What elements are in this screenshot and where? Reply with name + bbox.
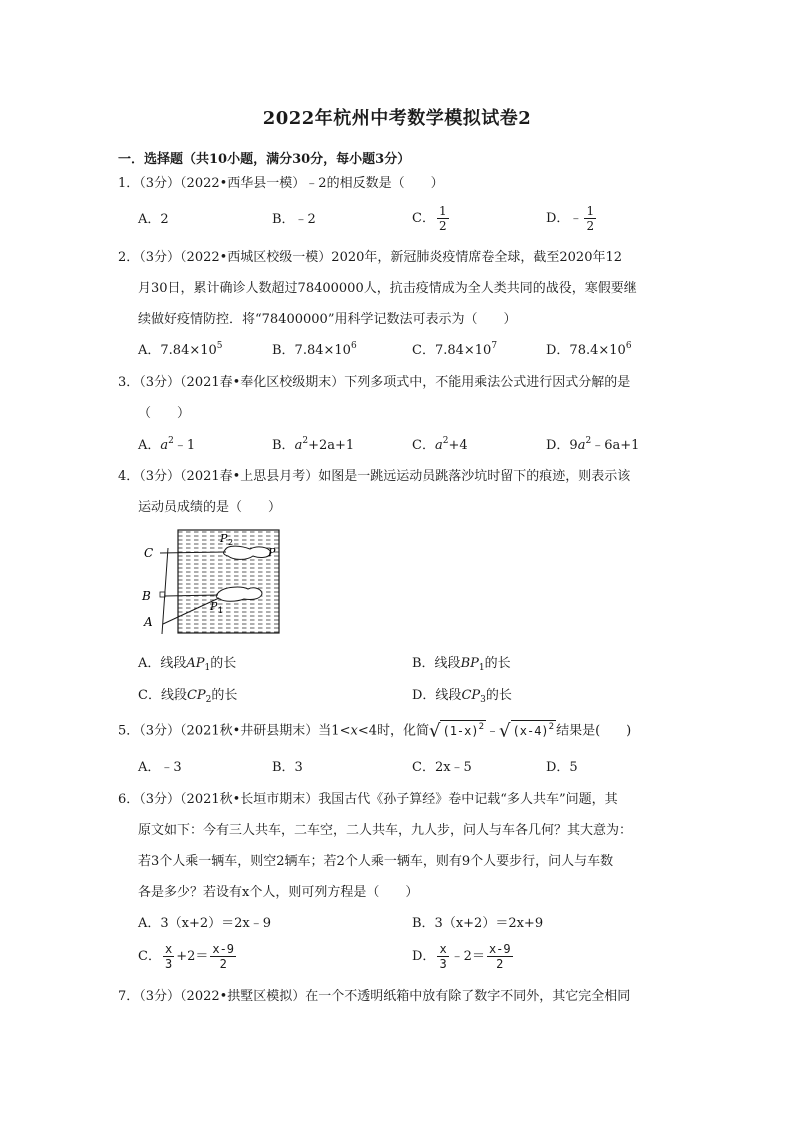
q1-c-fraction: $\frac{1}{2}$: [438, 204, 447, 233]
q6-line-1: 6．（3分）（2021秋•长垣市期末）我国古代《孙子算经》卷中记载“多人共车”问题，其: [118, 792, 618, 807]
q5-option-a: A．﹣3: [138, 760, 182, 775]
point-p2-label: P: [220, 532, 228, 545]
q2-line-2: 月30日，累计确诊人数超过78400000人，抗击疫情成为全人类共同的战役，寒假要继: [138, 281, 637, 296]
q2-option-a: A．$7.84\times 10^5$: [138, 341, 223, 358]
q6-option-c: C． $\frac{x}{3}$ +2＝ $\frac{x-9}{2}$: [138, 942, 235, 971]
q1-d-fraction: $\frac{1}{2}$: [586, 204, 595, 233]
q2-option-b: B．$7.84\times 10^6$: [272, 341, 357, 358]
q5-stem: 5．（3分）（2021秋•井研县期末）当1<x<4时，化简√ $(1-x)^2$ ﹣√ $(x-4)^2$ 结果是( ): [118, 720, 632, 742]
footprint-lower: [216, 587, 262, 601]
q2-option-d: D．$78.4\times 10^6$: [546, 341, 632, 358]
q5-option-c: C．2x﹣5: [412, 760, 472, 775]
q6-line-2: 原文如下：今有三人共车，二车空，二人共车，九人步，问人与车各几何？其大意为：: [138, 823, 633, 838]
q3-option-a: A．$a^2﹣1$: [138, 436, 196, 453]
takeoff-line: [162, 548, 168, 634]
point-p2-subscript: 2: [228, 538, 234, 547]
q4-option-c: C．线段$CP_2$的长: [138, 688, 238, 705]
q6-option-a: A．3（x+2）＝2x﹣9: [138, 916, 272, 931]
point-p-label: P: [268, 546, 276, 559]
sandpit-diagram: [138, 526, 288, 638]
page-title: 2022年杭州中考数学模拟试卷2: [262, 108, 532, 129]
q6-line-3: 若3个人乘一辆车，则空2辆车；若2个人乘一辆车，则有9个人要步行，问人与车数: [138, 854, 614, 869]
q4-line-1: 4．（3分）（2021春•上思县月考）如图是一跳远运动员跳落沙坑时留下的痕迹，则表示该: [118, 469, 631, 484]
q7-line-1: 7．（3分）（2022•拱墅区模拟）在一个不透明纸箱中放有除了数字不同外，其它完全相同: [118, 989, 631, 1004]
q1-stem: 1．（3分）（2022•西华县一模）﹣2的相反数是（ ）: [118, 176, 444, 191]
q6-c-fraction-2: $\frac{x-9}{2}$: [212, 942, 235, 971]
q2-line-3: 续做好疫情防控．将“78400000”用科学记数法可表示为（ ）: [138, 312, 517, 327]
q2-option-c: C．$7.84\times 10^7$: [412, 341, 498, 358]
point-b-label: B: [142, 589, 151, 603]
q4-line-2: 运动员成绩的是（ ）: [138, 500, 282, 515]
q1-option-b: B．﹣2: [272, 212, 316, 227]
q4-option-d: D．线段$CP_3$的长: [412, 688, 512, 705]
q3-line-1: 3．（3分）（2021春•奉化区校级期末）下列多项式中，不能用乘法公式进行因式分解的是: [118, 375, 631, 390]
q6-c-fraction-1: $\frac{x}{3}$: [164, 942, 173, 971]
point-a-label: A: [144, 615, 153, 629]
q5-radical-2: √ $(x-4)^2$: [499, 720, 555, 742]
point-c-label: C: [144, 546, 154, 560]
q3-option-c: C．$a^2+4$: [412, 436, 468, 453]
sandpit-figure: [138, 526, 288, 642]
q5-option-d: D．5: [546, 760, 578, 775]
q6-option-d: D． $\frac{x}{3}$ ﹣2＝ $\frac{x-9}{2}$: [412, 942, 511, 971]
q4-option-a: A．线段$AP_1$的长: [138, 656, 237, 673]
q6-d-fraction-2: $\frac{x-9}{2}$: [488, 942, 511, 971]
point-p1-subscript: 1: [218, 606, 224, 615]
q6-option-b: B．3（x+2）＝2x+9: [412, 916, 544, 931]
q5-radical-1: √ $(1-x)^2$: [428, 720, 485, 742]
q4-option-b: B．线段$BP_1$的长: [412, 656, 511, 673]
q3-option-b: B．$a^2+2a+1$: [272, 436, 355, 453]
q3-line-2: （ ）: [138, 406, 191, 421]
q6-line-4: 各是多少？若设有x个人，则可列方程是（ ）: [138, 885, 419, 900]
q1-option-a: A．2: [138, 212, 169, 227]
q2-line-1: 2．（3分）（2022•西城区校级一模）2020年，新冠肺炎疫情席卷全球，截至2020年12: [118, 250, 623, 265]
q6-d-fraction-1: $\frac{x}{3}$: [439, 942, 447, 971]
q1-option-d: D．﹣ $\frac{1}{2}$: [546, 204, 595, 233]
q1-option-c: C． $\frac{1}{2}$: [412, 204, 447, 233]
q3-option-d: D．$9a^2﹣6a+1$: [546, 436, 640, 453]
footprint-upper: [224, 546, 271, 559]
q5-option-b: B．3: [272, 760, 303, 775]
section-heading: 一．选择题（共10小题，满分30分，每小题3分）: [118, 152, 411, 167]
point-p1-label: P: [210, 600, 218, 613]
